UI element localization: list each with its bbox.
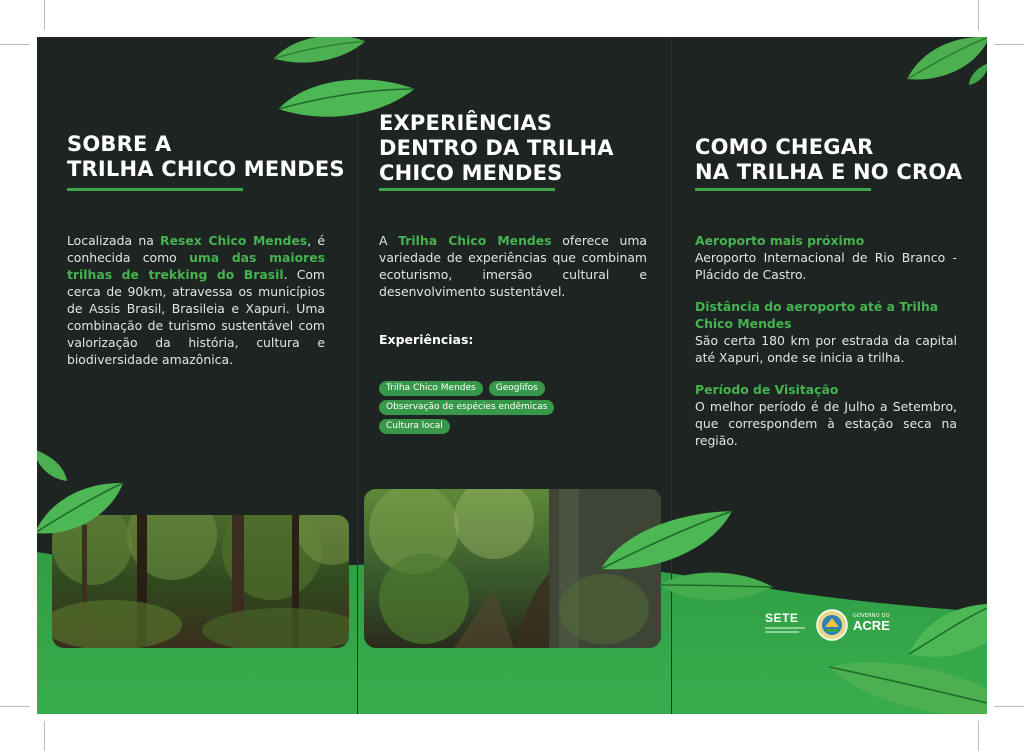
info-text: Aeroporto Internacional de Rio Branco - Plácido de Castro. bbox=[695, 250, 957, 282]
info-label: Período de Visitação bbox=[695, 382, 839, 397]
info-label: Aeroporto mais próximo bbox=[695, 233, 865, 248]
crop-mark bbox=[978, 721, 979, 751]
info-label: Distância do aeroporto até a Trilha Chico Mendes bbox=[695, 299, 939, 331]
leaf-icon bbox=[827, 659, 987, 714]
heading-line: COMO CHEGAR bbox=[695, 135, 874, 159]
leaf-icon bbox=[657, 567, 775, 607]
sponsor-logos bbox=[765, 607, 895, 647]
text-run: A bbox=[379, 233, 399, 248]
leaf-icon bbox=[967, 61, 987, 87]
leaf-icon bbox=[37, 477, 125, 537]
panel-body-text bbox=[379, 232, 647, 300]
highlight-text: Trilha Chico Mendes bbox=[398, 233, 552, 248]
experience-chip: Geoglifos bbox=[489, 381, 545, 396]
info-text: O melhor período é de Julho a Setembro, que correspondem à estação seca na região. bbox=[695, 399, 957, 448]
panel-body-text bbox=[67, 232, 325, 368]
info-text: São certa 180 km por estrada da capital até Xapuri, onde se inicia a trilha. bbox=[695, 333, 957, 365]
experience-chips bbox=[379, 381, 554, 438]
leaf-icon bbox=[599, 507, 734, 573]
sete-logo bbox=[765, 611, 807, 633]
panel-divider bbox=[671, 37, 672, 714]
governo-acre-logo bbox=[853, 613, 890, 633]
heading-underline bbox=[695, 188, 871, 191]
heading-line: EXPERIÊNCIAS bbox=[379, 111, 553, 135]
sete-logo-text: SETE bbox=[765, 611, 799, 625]
text-run: , é conhecida como bbox=[67, 233, 325, 265]
acre-text: ACRE bbox=[853, 618, 890, 633]
text-run: . Com cerca de 90km, atravessa os municípios de Assis Brasil, Brasileia e Xapuri. Uma combinação de turismo sustentável com valorização da história, cultura e biodiversidade amazônica. bbox=[67, 267, 325, 367]
experience-chip: Cultura local bbox=[379, 419, 450, 434]
text-run: oferece uma variedade de experiências que combinam ecoturismo, imersão cultural e desenvolvimento sustentável. bbox=[379, 233, 647, 299]
leaf-icon bbox=[274, 71, 419, 123]
crop-mark bbox=[994, 44, 1024, 45]
governo-text: GOVERNO DO bbox=[853, 613, 890, 619]
experiences-title: Experiências: bbox=[379, 332, 474, 347]
crop-mark bbox=[994, 706, 1024, 707]
acre-seal-icon bbox=[815, 607, 849, 643]
leaf-icon bbox=[272, 37, 367, 69]
crop-mark bbox=[0, 44, 30, 45]
heading-underline bbox=[67, 188, 243, 191]
info-block bbox=[695, 381, 957, 449]
crop-mark bbox=[44, 721, 45, 751]
panel-heading bbox=[67, 132, 345, 182]
text-run: Localizada na bbox=[67, 233, 161, 248]
highlight-text: uma das maiores trilhas de trekking do Brasil bbox=[67, 250, 326, 282]
experience-chip: Observação de espécies endêmicas bbox=[379, 400, 554, 415]
heading-underline bbox=[379, 188, 555, 191]
info-block bbox=[695, 298, 957, 366]
heading-line: CHICO MENDES bbox=[379, 161, 563, 185]
crop-mark bbox=[0, 706, 30, 707]
heading-line: SOBRE A bbox=[67, 132, 172, 156]
highlight-text: Resex Chico Mendes bbox=[160, 233, 308, 248]
leaf-icon bbox=[907, 602, 987, 660]
crop-mark bbox=[978, 0, 979, 30]
heading-line: DENTRO DA TRILHA bbox=[379, 136, 614, 160]
heading-line: NA TRILHA E NO CROA bbox=[695, 160, 963, 184]
crop-mark bbox=[44, 0, 45, 30]
panel-heading bbox=[695, 135, 962, 185]
info-block bbox=[695, 232, 957, 283]
heading-line: TRILHA CHICO MENDES bbox=[67, 157, 345, 181]
panel-divider bbox=[357, 37, 358, 714]
experience-chip: Trilha Chico Mendes bbox=[379, 381, 483, 396]
brochure-sheet bbox=[37, 37, 987, 714]
